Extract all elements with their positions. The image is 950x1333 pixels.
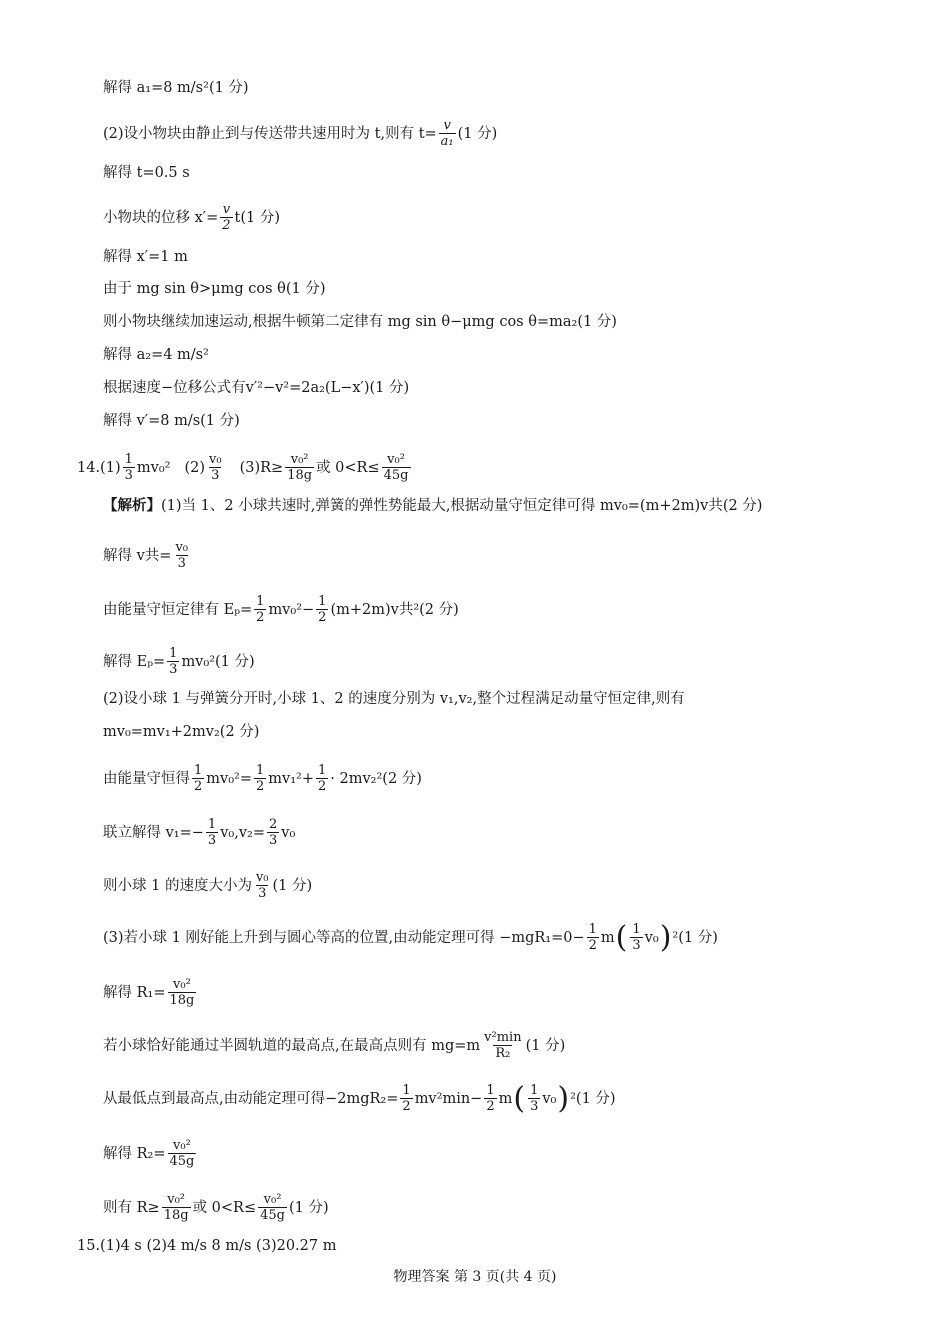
numerator: 1 (588, 922, 597, 937)
text: 或 0<R≤ (316, 459, 380, 476)
denominator: 3 (169, 662, 178, 677)
left-paren: ( (615, 919, 628, 955)
text: mv₀=mv₁+2mv₂(2 分) (103, 724, 260, 740)
text: (2)设小球 1 与弹簧分开时,小球 1、2 的速度分别为 v₁,v₂,整个过程满足动量守恒定律,则有 (103, 691, 685, 707)
fraction (484, 1083, 496, 1114)
denominator: 2 (256, 779, 265, 794)
fraction (630, 922, 642, 953)
text: 解得 t=0.5 s (103, 165, 190, 181)
fraction (168, 1138, 197, 1169)
text: v₀ (542, 1090, 557, 1107)
fraction (173, 540, 190, 571)
fraction (168, 977, 197, 1008)
text: v₀ (281, 824, 296, 841)
numerator: 1 (256, 763, 265, 778)
fraction (254, 870, 271, 901)
denominator: 18g (169, 993, 195, 1008)
fraction (400, 1083, 412, 1114)
denominator: 18g (163, 1208, 189, 1223)
numerator: v²min (484, 1030, 522, 1045)
right-paren: ) (557, 1080, 570, 1116)
text: mv₀²(1 分) (181, 653, 255, 670)
fraction (254, 763, 266, 794)
fraction (167, 646, 179, 677)
line-6 (103, 279, 326, 299)
s14 (103, 1192, 329, 1223)
text: 由能量守恒得 (103, 770, 190, 787)
fraction (206, 817, 218, 848)
text: mv²min− (414, 1090, 483, 1107)
denominator: 3 (124, 468, 133, 483)
numerator: v₀ (255, 870, 269, 885)
fraction (162, 1192, 191, 1223)
text: (1)当 1、2 小球共速时,弹簧的弹性势能最大,根据动量守恒定律可得 mv₀=(m+2m)v共(2 分) (161, 498, 763, 514)
numerator: v₀ (175, 540, 189, 555)
fraction (482, 1030, 523, 1061)
fraction (123, 452, 135, 483)
s6 (103, 763, 422, 794)
fraction (192, 763, 204, 794)
s5 (103, 722, 259, 742)
fraction (254, 594, 266, 625)
fraction (439, 118, 456, 149)
text: (1 分) (272, 877, 313, 894)
text: 解得 R₁= (103, 984, 166, 1001)
denominator: 2 (256, 610, 265, 625)
text: t(1 分) (234, 209, 280, 226)
text: 则小球 1 的速度大小为 (103, 877, 252, 894)
numerator: 1 (124, 452, 133, 467)
text: ²(1 分) (672, 929, 718, 946)
fraction (220, 202, 232, 233)
analysis-line (103, 496, 762, 516)
denominator: R₂ (495, 1046, 511, 1061)
s4 (103, 689, 685, 709)
text: 解得 v共= (103, 547, 172, 564)
text: (1 分) (525, 1037, 566, 1054)
fraction (207, 452, 224, 483)
text: 则小物块继续加速运动,根据牛顿第二定律有 mg sin θ−μmg cos θ=ma₂(1 分) (103, 314, 617, 330)
denominator: 3 (268, 833, 278, 848)
text: (2)设小物块由静止到与传送带共速用时为 t,则有 t= (103, 125, 437, 142)
denominator: 2 (318, 610, 327, 625)
s9 (103, 919, 718, 955)
fraction (258, 1192, 287, 1223)
s3 (103, 646, 255, 677)
numerator: v₀² (173, 1138, 191, 1153)
text: 解得 a₁=8 m/s²(1 分) (103, 80, 249, 96)
s12 (103, 1080, 616, 1116)
text: (3)R≥ (239, 459, 284, 476)
s1 (103, 540, 192, 571)
text: 解得 x′=1 m (103, 249, 188, 265)
text: 解得 a₂=4 m/s² (103, 347, 209, 363)
s11 (103, 1030, 565, 1061)
text: mv₀²− (268, 601, 315, 618)
denominator: 2 (222, 218, 231, 233)
line-2 (103, 118, 497, 149)
numerator: 1 (486, 1083, 495, 1098)
denominator: 45g (383, 468, 409, 483)
text: · 2mv₂²(2 分) (330, 770, 422, 787)
fraction (316, 763, 328, 794)
q14-answer (77, 452, 413, 483)
analysis-label: 【解析】 (103, 497, 161, 514)
line-4 (103, 202, 280, 233)
text: 从最低点到最高点,由动能定理可得−2mgR₂= (103, 1090, 399, 1107)
numerator: 1 (632, 922, 641, 937)
text: 由能量守恒定律有 Eₚ= (103, 601, 253, 618)
s10 (103, 977, 198, 1008)
text: ²(1 分) (570, 1090, 616, 1107)
numerator: 1 (318, 594, 327, 609)
left-paren: ( (513, 1080, 526, 1116)
right-paren: ) (659, 919, 672, 955)
text: v₀ (644, 929, 659, 946)
line-3 (103, 163, 190, 183)
text: 根据速度−位移公式有v′²−v²=2a₂(L−x′)(1 分) (103, 380, 410, 396)
text: mv₀² (136, 459, 171, 476)
numerator: 1 (318, 763, 327, 778)
denominator: 45g (169, 1154, 195, 1169)
fraction (587, 922, 599, 953)
numerator: v (222, 202, 231, 217)
denominator: 3 (632, 938, 641, 953)
numerator: 1 (207, 817, 217, 832)
s8 (103, 870, 312, 901)
text: mv₀²= (206, 770, 252, 787)
fraction (528, 1083, 540, 1114)
numerator: v₀² (290, 452, 309, 467)
denominator: 3 (207, 833, 217, 848)
numerator: v₀ (209, 452, 222, 467)
text: (3)若小球 1 刚好能上升到与圆心等高的位置,由动能定理可得 −mgR₁=0− (103, 929, 585, 946)
numerator: 2 (268, 817, 278, 832)
numerator: v (443, 118, 451, 133)
denominator: 2 (402, 1099, 411, 1114)
denominator: 3 (530, 1099, 539, 1114)
numerator: 1 (256, 594, 265, 609)
text: m (600, 929, 615, 946)
fraction (316, 594, 328, 625)
text: 解得 Eₚ= (103, 653, 166, 670)
numerator: 1 (402, 1083, 411, 1098)
denominator: 2 (486, 1099, 495, 1114)
text: 解得 R₂= (103, 1145, 166, 1162)
text: 由于 mg sin θ>μmg cos θ(1 分) (103, 281, 326, 297)
q15-answer (77, 1236, 336, 1256)
numerator: v₀² (173, 977, 191, 992)
text: 15.(1)4 s (2)4 m/s 8 m/s (3)20.27 m (77, 1238, 337, 1254)
text: 或 0<R≤ (192, 1199, 257, 1216)
numerator: v₀² (263, 1192, 282, 1207)
fraction (382, 452, 411, 483)
numerator: v₀² (167, 1192, 186, 1207)
text: 则有 R≥ (103, 1199, 160, 1216)
denominator: 2 (194, 779, 203, 794)
text: (1 分) (457, 125, 498, 142)
line-7 (103, 312, 617, 332)
denominator: 18g (287, 468, 313, 483)
s13 (103, 1138, 198, 1169)
text: m (498, 1090, 513, 1107)
denominator: 3 (211, 468, 220, 483)
text: (m+2m)v共²(2 分) (330, 601, 459, 618)
text: 小物块的位移 x′= (103, 209, 219, 226)
s7 (103, 817, 295, 848)
numerator: 1 (169, 646, 178, 661)
text: v₀,v₂= (220, 824, 265, 841)
line-9 (103, 378, 409, 398)
line-5 (103, 247, 188, 267)
line-1 (103, 78, 249, 98)
text: 解得 v′=8 m/s(1 分) (103, 413, 240, 429)
denominator: a₁ (440, 134, 454, 149)
text: (1 分) (289, 1199, 329, 1216)
s2 (103, 594, 459, 625)
text: 14.(1) (77, 459, 121, 476)
text: (2) (184, 459, 206, 476)
denominator: 2 (588, 938, 597, 953)
text: mv₁²+ (268, 770, 314, 787)
fraction (285, 452, 314, 483)
line-10 (103, 411, 240, 431)
denominator: 3 (258, 886, 267, 901)
fraction (267, 817, 279, 848)
numerator: v₀² (387, 452, 405, 467)
denominator: 3 (177, 556, 186, 571)
numerator: 1 (530, 1083, 539, 1098)
text: 联立解得 v₁=− (103, 824, 204, 841)
denominator: 45g (260, 1208, 285, 1223)
numerator: 1 (194, 763, 203, 778)
denominator: 2 (318, 779, 327, 794)
line-8 (103, 345, 209, 365)
page-footer: 物理答案 第 3 页(共 4 页) (393, 1269, 557, 1285)
text: 若小球恰好能通过半圆轨道的最高点,在最高点则有 mg=m (103, 1037, 481, 1054)
